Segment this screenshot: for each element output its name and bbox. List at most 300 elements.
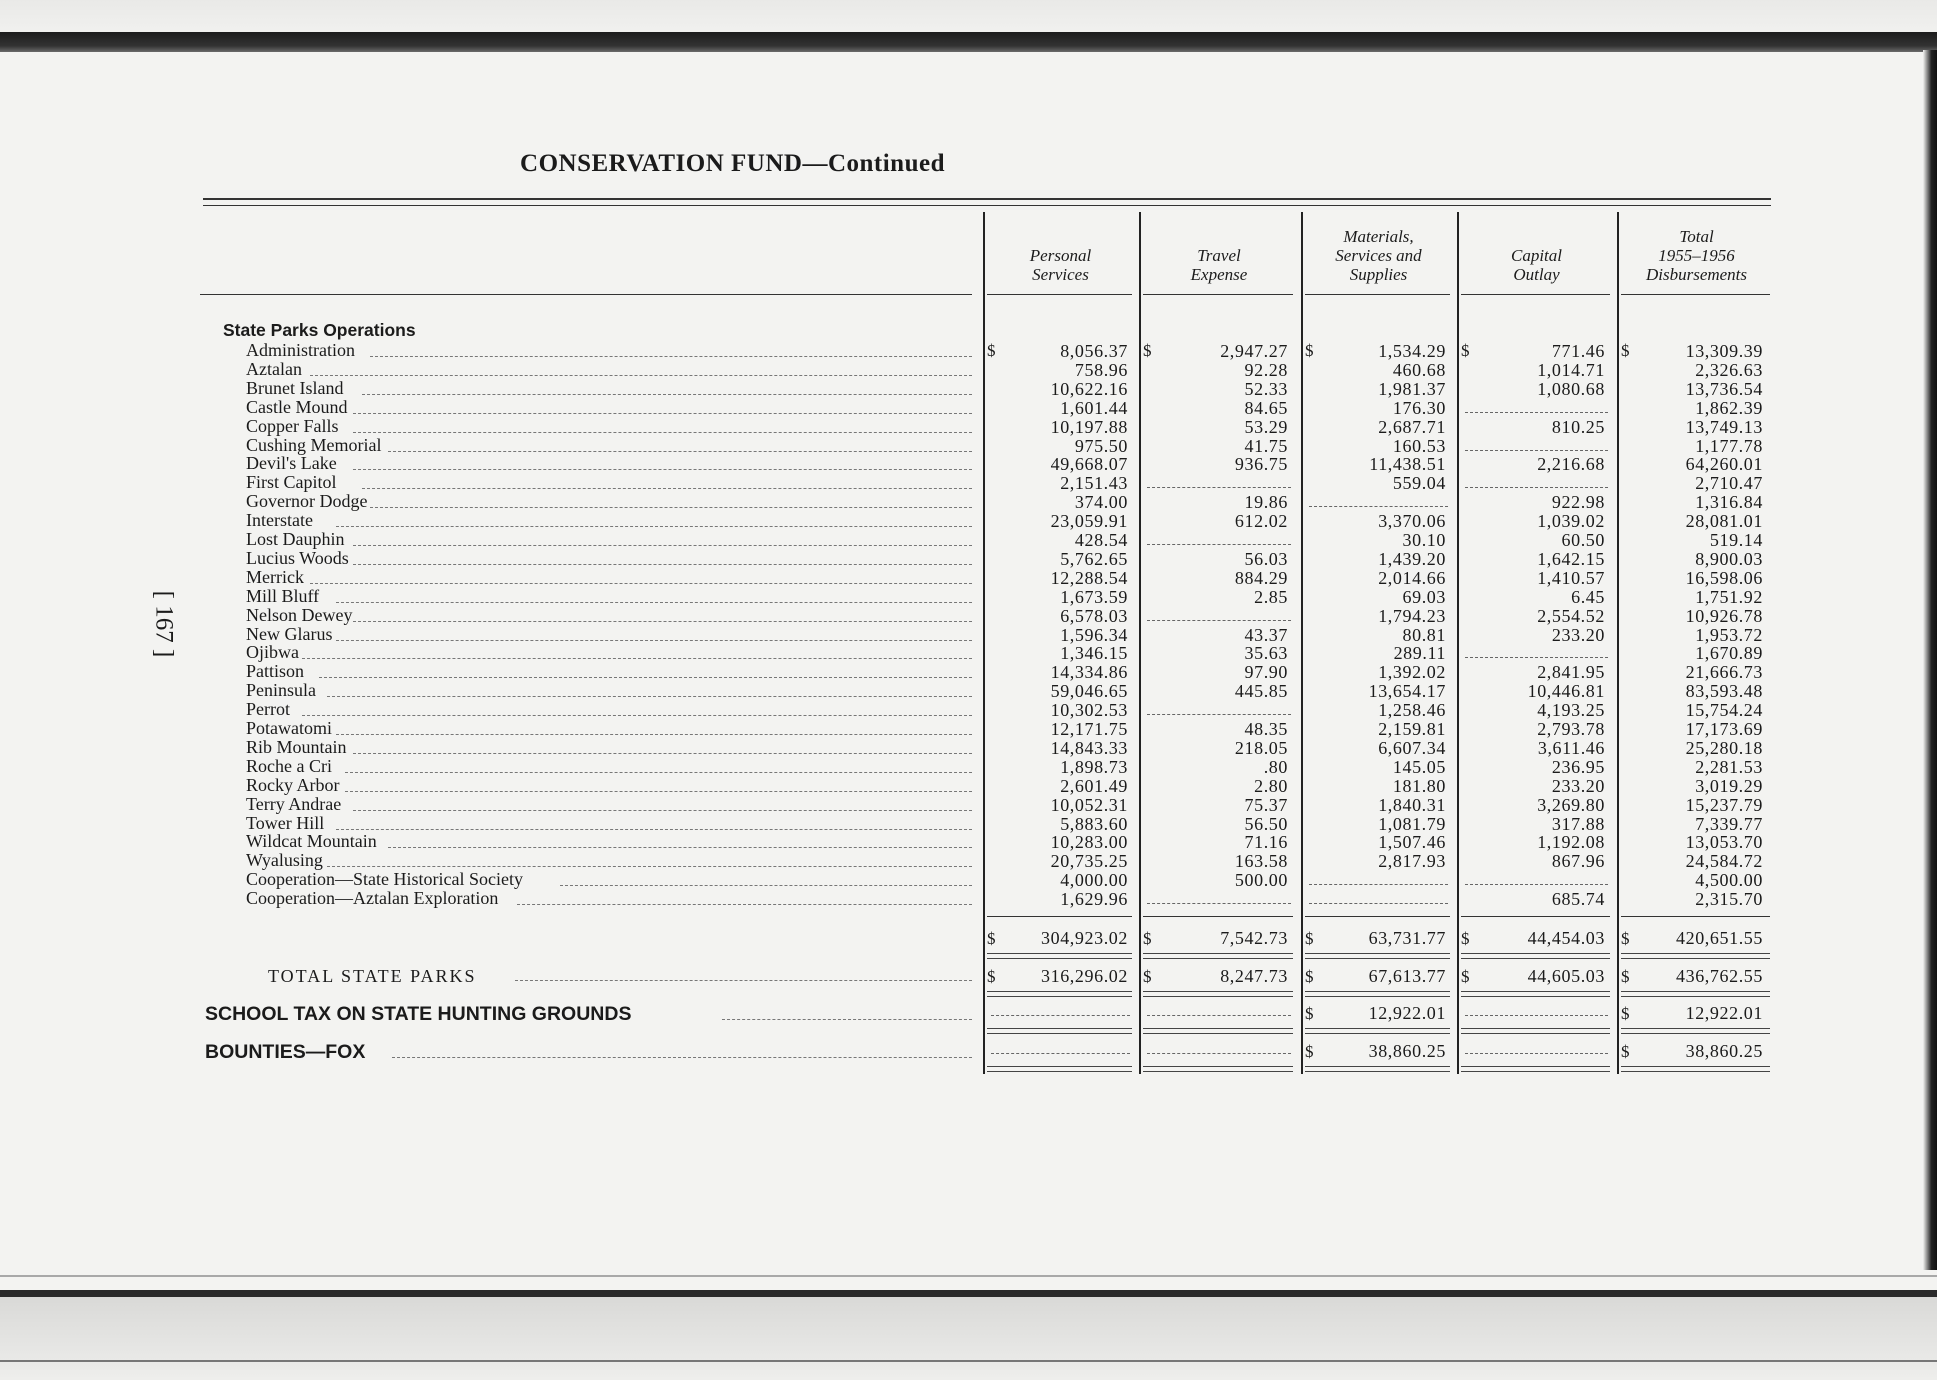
empty-cell-dash <box>1465 884 1608 885</box>
empty-cell-dash <box>991 1053 1130 1054</box>
scan-top-edge <box>0 32 1937 52</box>
row-label: Lost Dauphin <box>246 529 345 549</box>
bounties-value-3: 38,860.25 <box>1368 1041 1446 1062</box>
cell-copper-falls-5: 13,749.13 <box>1685 416 1763 437</box>
cell-wyalusing-4: 867.96 <box>1551 851 1605 872</box>
row-label: Perrot <box>246 699 290 720</box>
dollar-sign: $ <box>1305 929 1314 949</box>
cell-merrick-3: 2,014.66 <box>1378 567 1446 588</box>
cell-wyalusing-2: 163.58 <box>1234 851 1288 872</box>
double-underline <box>1461 991 1610 997</box>
cell-brunet-island-3: 1,981.37 <box>1378 378 1446 399</box>
row-label: Castle Mound <box>246 396 348 417</box>
cell-new-glarus-4: 233.20 <box>1551 624 1605 645</box>
cell-peninsula-5: 83,593.48 <box>1685 681 1763 702</box>
cell-interstate-5: 28,081.01 <box>1685 511 1763 532</box>
empty-cell-dash <box>991 1015 1130 1016</box>
scan-right-edge <box>1923 50 1937 1270</box>
dollar-sign: $ <box>1143 929 1152 949</box>
cell-terry-andrae-4: 3,269.80 <box>1537 794 1605 815</box>
double-underline <box>987 953 1132 959</box>
column-header-rule-4 <box>1461 294 1610 295</box>
cell-cooperation-state-historical-society-1: 4,000.00 <box>1060 870 1128 891</box>
double-underline <box>1621 953 1770 959</box>
page-number: [ 167 ] <box>150 590 178 658</box>
column-header-5: Total 1955–1956 Disbursements <box>1645 227 1748 284</box>
empty-cell-dash <box>1147 487 1291 488</box>
cell-lucius-woods-1: 5,762.65 <box>1060 548 1128 569</box>
cell-first-capitol-3: 559.04 <box>1392 473 1446 494</box>
cell-interstate-2: 612.02 <box>1234 511 1288 532</box>
subtotal-rule <box>1621 916 1770 917</box>
cell-potawatomi-1: 12,171.75 <box>1050 719 1128 739</box>
row-label: Brunet Island <box>246 377 344 398</box>
row-label: Pattison <box>246 661 305 682</box>
cell-ojibwa-5: 1,670.89 <box>1695 643 1763 664</box>
cell-peninsula-2: 445.85 <box>1234 681 1288 702</box>
cell-merrick-5: 16,598.06 <box>1685 567 1763 588</box>
cell-rocky-arbor-4: 233.20 <box>1551 775 1605 796</box>
cell-rib-mountain-1: 14,843.33 <box>1050 737 1128 758</box>
cell-aztalan-5: 2,326.63 <box>1695 359 1763 380</box>
dollar-sign: $ <box>1621 1004 1630 1024</box>
cell-mill-bluff-4: 6.45 <box>1571 586 1605 607</box>
dollar-sign: $ <box>1621 929 1630 949</box>
dot-leader <box>517 904 972 905</box>
cell-tower-hill-3: 1,081.79 <box>1378 813 1446 834</box>
label-header-rule <box>200 294 972 295</box>
row-label: Cooperation—Aztalan Exploration <box>246 888 499 909</box>
cell-brunet-island-5: 13,736.54 <box>1685 378 1763 399</box>
row-label: Merrick <box>246 566 304 587</box>
cell-devil-s-lake-3: 11,438.51 <box>1369 454 1446 475</box>
double-underline <box>1621 1066 1770 1072</box>
empty-cell-dash <box>1309 884 1448 885</box>
cell-first-capitol-5: 2,710.47 <box>1695 473 1763 494</box>
empty-cell-dash <box>1147 544 1291 545</box>
subtotal-value-5: 420,651.55 <box>1676 928 1763 949</box>
cell-devil-s-lake-1: 49,668.07 <box>1050 454 1128 475</box>
cell-first-capitol-1: 2,151.43 <box>1060 473 1128 494</box>
cell-roche-a-cri-2: .80 <box>1263 756 1288 777</box>
cell-cooperation-aztalan-exploration-5: 2,315.70 <box>1695 889 1763 910</box>
cell-peninsula-4: 10,446.81 <box>1527 681 1605 702</box>
total-state-parks-value-4: 44,605.03 <box>1527 966 1605 987</box>
double-underline <box>1305 1066 1450 1072</box>
double-underline <box>987 1028 1132 1034</box>
dot-leader <box>388 847 972 848</box>
cell-rocky-arbor-2: 2.80 <box>1254 775 1288 796</box>
double-underline <box>1143 991 1293 997</box>
dot-leader <box>336 526 972 527</box>
cell-nelson-dewey-4: 2,554.52 <box>1537 605 1605 626</box>
row-label: Administration <box>246 340 355 360</box>
cell-cooperation-aztalan-exploration-1: 1,629.96 <box>1060 889 1128 910</box>
dot-leader <box>370 507 972 508</box>
cell-roche-a-cri-3: 145.05 <box>1392 756 1446 777</box>
empty-cell-dash <box>1465 450 1608 451</box>
table-row <box>0 870 1800 889</box>
dollar-sign: $ <box>1305 967 1314 987</box>
cell-copper-falls-4: 810.25 <box>1551 416 1605 437</box>
subtotal-value-1: 304,923.02 <box>1041 928 1128 949</box>
empty-cell-dash <box>1465 487 1608 488</box>
cell-aztalan-1: 758.96 <box>1074 359 1128 380</box>
empty-cell-dash <box>1309 506 1448 507</box>
cell-merrick-4: 1,410.57 <box>1537 567 1605 588</box>
dot-leader <box>310 583 972 584</box>
cell-administration-2: 2,947.27 <box>1220 341 1288 361</box>
dot-leader <box>353 753 972 754</box>
row-label: Roche a Cri <box>246 755 332 776</box>
dot-leader <box>370 356 972 357</box>
column-header-1: Personal Services <box>1029 246 1092 284</box>
row-label: Nelson Dewey <box>246 604 353 625</box>
cell-interstate-3: 3,370.06 <box>1378 511 1446 532</box>
scan-top-margin <box>0 0 1937 34</box>
row-label: Lucius Woods <box>246 547 349 568</box>
bounties-fox-label: BOUNTIES—FOX <box>205 1041 366 1064</box>
cell-terry-andrae-1: 10,052.31 <box>1050 794 1128 815</box>
cell-lucius-woods-3: 1,439.20 <box>1378 548 1446 569</box>
dollar-sign: $ <box>1143 967 1152 987</box>
dot-leader <box>336 640 972 641</box>
dollar-sign: $ <box>987 929 996 949</box>
section-title: State Parks Operations <box>223 320 416 340</box>
total-state-parks-label: TOTAL STATE PARKS <box>268 966 477 987</box>
double-underline <box>987 1066 1132 1072</box>
row-label: Cooperation—State Historical Society <box>246 869 523 890</box>
dollar-sign: $ <box>1461 929 1470 949</box>
cell-wyalusing-5: 24,584.72 <box>1685 851 1763 872</box>
double-underline <box>1305 991 1450 997</box>
row-label: Mill Bluff <box>246 585 320 606</box>
dot-leader <box>353 432 972 433</box>
empty-cell-dash <box>1147 620 1291 621</box>
row-label: Potawatomi <box>246 718 332 738</box>
school-tax-value-5: 12,922.01 <box>1685 1003 1763 1024</box>
cell-rib-mountain-2: 218.05 <box>1234 737 1288 758</box>
cell-terry-andrae-3: 1,840.31 <box>1378 794 1446 815</box>
cell-rocky-arbor-5: 3,019.29 <box>1695 775 1763 796</box>
cell-governor-dodge-5: 1,316.84 <box>1695 492 1763 513</box>
scan-bottom-edge <box>0 1290 1937 1297</box>
cell-lost-dauphin-1: 428.54 <box>1074 530 1128 550</box>
dot-leader <box>336 734 972 735</box>
cell-wildcat-mountain-3: 1,507.46 <box>1378 832 1446 853</box>
subtotal-value-3: 63,731.77 <box>1368 928 1446 949</box>
empty-cell-dash <box>1465 1053 1608 1054</box>
double-underline <box>1461 1028 1610 1034</box>
cell-castle-mound-5: 1,862.39 <box>1695 397 1763 418</box>
column-header-2: Travel Expense <box>1190 246 1248 284</box>
column-header-rule-2 <box>1143 294 1293 295</box>
double-underline <box>1621 1028 1770 1034</box>
row-label: Ojibwa <box>246 642 299 663</box>
dot-leader <box>353 621 972 622</box>
cell-cushing-memorial-3: 160.53 <box>1392 435 1446 456</box>
empty-cell-dash <box>1147 903 1291 904</box>
empty-cell-dash <box>1465 657 1608 658</box>
dollar-sign: $ <box>1305 1042 1314 1062</box>
dot-leader <box>327 866 972 867</box>
cell-lucius-woods-4: 1,642.15 <box>1537 548 1605 569</box>
row-label: New Glarus <box>246 623 333 644</box>
row-label: Tower Hill <box>246 812 325 833</box>
cell-nelson-dewey-3: 1,794.23 <box>1378 605 1446 626</box>
dot-leader <box>722 1019 972 1020</box>
cell-copper-falls-1: 10,197.88 <box>1050 416 1128 437</box>
dollar-sign: $ <box>1305 341 1314 360</box>
subtotal-rule <box>987 916 1132 917</box>
dot-leader <box>345 772 972 773</box>
cell-lucius-woods-5: 8,900.03 <box>1695 548 1763 569</box>
cell-wildcat-mountain-4: 1,192.08 <box>1537 832 1605 853</box>
cell-potawatomi-5: 17,173.69 <box>1685 719 1763 739</box>
table-top-rule <box>203 198 1771 200</box>
cell-aztalan-4: 1,014.71 <box>1537 359 1605 380</box>
cell-potawatomi-3: 2,159.81 <box>1378 719 1446 739</box>
cell-perrot-3: 1,258.46 <box>1378 700 1446 721</box>
column-header-rule-1 <box>987 294 1132 295</box>
cell-cushing-memorial-2: 41.75 <box>1244 435 1288 456</box>
cell-tower-hill-1: 5,883.60 <box>1060 813 1128 834</box>
double-underline <box>1305 1028 1450 1034</box>
cell-peninsula-3: 13,654.17 <box>1368 681 1446 702</box>
cell-rib-mountain-5: 25,280.18 <box>1685 737 1763 758</box>
cell-rib-mountain-4: 3,611.46 <box>1537 737 1605 758</box>
cell-new-glarus-3: 80.81 <box>1402 624 1446 645</box>
column-header-rule-5 <box>1621 294 1770 295</box>
cell-aztalan-3: 460.68 <box>1392 359 1446 380</box>
cell-perrot-4: 4,193.25 <box>1537 700 1605 721</box>
row-label: Terry Andrae <box>246 793 342 814</box>
cell-pattison-2: 97.90 <box>1244 662 1288 683</box>
cell-ojibwa-1: 1,346.15 <box>1060 643 1128 664</box>
cell-lost-dauphin-5: 519.14 <box>1709 530 1763 550</box>
cell-pattison-4: 2,841.95 <box>1537 662 1605 683</box>
cell-new-glarus-2: 43.37 <box>1244 624 1288 645</box>
cell-brunet-island-1: 10,622.16 <box>1050 378 1128 399</box>
cell-potawatomi-4: 2,793.78 <box>1537 719 1605 739</box>
dollar-sign: $ <box>1621 341 1630 360</box>
cell-rib-mountain-3: 6,607.34 <box>1378 737 1446 758</box>
cell-pattison-3: 1,392.02 <box>1378 662 1446 683</box>
dot-leader <box>310 375 972 376</box>
row-label: Devil's Lake <box>246 453 337 474</box>
row-label: Copper Falls <box>246 415 339 436</box>
column-header-rule-3 <box>1305 294 1450 295</box>
subtotal-value-4: 44,454.03 <box>1527 928 1605 949</box>
cell-interstate-4: 1,039.02 <box>1537 511 1605 532</box>
total-state-parks-value-1: 316,296.02 <box>1041 966 1128 987</box>
row-label: Peninsula <box>246 680 316 701</box>
row-label: Rib Mountain <box>246 736 347 757</box>
subtotal-rule <box>1143 916 1293 917</box>
cell-pattison-5: 21,666.73 <box>1685 662 1763 683</box>
cell-rocky-arbor-1: 2,601.49 <box>1060 775 1128 796</box>
cell-governor-dodge-1: 374.00 <box>1074 492 1128 513</box>
school-tax-value-3: 12,922.01 <box>1368 1003 1446 1024</box>
cell-administration-3: 1,534.29 <box>1378 341 1446 361</box>
cell-lost-dauphin-4: 60.50 <box>1561 530 1605 550</box>
scan-bottom-line <box>0 1360 1937 1362</box>
dot-leader <box>353 810 972 811</box>
dot-leader <box>515 980 972 981</box>
scan-bottom-rule <box>0 1275 1937 1277</box>
dot-leader <box>302 715 972 716</box>
dot-leader <box>353 413 972 414</box>
cell-merrick-1: 12,288.54 <box>1050 567 1128 588</box>
double-underline <box>1305 953 1450 959</box>
scan-bottom-margin <box>0 1297 1937 1380</box>
empty-cell-dash <box>1147 1053 1291 1054</box>
cell-ojibwa-3: 289.11 <box>1393 643 1446 664</box>
cell-aztalan-2: 92.28 <box>1244 359 1288 380</box>
empty-cell-dash <box>1147 1015 1291 1016</box>
cell-copper-falls-2: 53.29 <box>1244 416 1288 437</box>
cell-devil-s-lake-5: 64,260.01 <box>1685 454 1763 475</box>
cell-potawatomi-2: 48.35 <box>1244 719 1288 739</box>
cell-tower-hill-5: 7,339.77 <box>1695 813 1763 834</box>
empty-cell-dash <box>1147 714 1291 715</box>
cell-cooperation-state-historical-society-2: 500.00 <box>1234 870 1288 891</box>
dollar-sign: $ <box>987 967 996 987</box>
double-underline <box>987 991 1132 997</box>
cell-governor-dodge-4: 922.98 <box>1551 492 1605 513</box>
row-label: Aztalan <box>246 358 302 379</box>
cell-perrot-5: 15,754.24 <box>1685 700 1763 721</box>
subtotal-value-2: 7,542.73 <box>1220 928 1288 949</box>
cell-devil-s-lake-2: 936.75 <box>1234 454 1288 475</box>
cell-governor-dodge-2: 19.86 <box>1244 492 1288 513</box>
table-row <box>0 436 1800 455</box>
cell-new-glarus-1: 1,596.34 <box>1060 624 1128 645</box>
subtotal-rule <box>1461 916 1610 917</box>
row-label: Wyalusing <box>246 850 323 871</box>
empty-cell-dash <box>1465 1015 1608 1016</box>
cell-peninsula-1: 59,046.65 <box>1050 681 1128 702</box>
cell-wildcat-mountain-2: 71.16 <box>1244 832 1288 853</box>
row-label: First Capitol <box>246 472 337 493</box>
dot-leader <box>345 791 972 792</box>
double-underline <box>1461 1066 1610 1072</box>
table-top-rule-2 <box>203 205 1771 206</box>
dot-leader <box>560 885 972 886</box>
school-tax-label: SCHOOL TAX ON STATE HUNTING GROUNDS <box>205 1003 632 1026</box>
cell-lost-dauphin-3: 30.10 <box>1402 530 1446 550</box>
cell-cushing-memorial-5: 1,177.78 <box>1695 435 1763 456</box>
total-state-parks-value-5: 436,762.55 <box>1676 966 1763 987</box>
double-underline <box>1143 1028 1293 1034</box>
table-row <box>0 398 1800 417</box>
dot-leader <box>392 1057 972 1058</box>
column-header-4: Capital Outlay <box>1510 246 1562 284</box>
dot-leader <box>362 394 972 395</box>
cell-mill-bluff-1: 1,673.59 <box>1060 586 1128 607</box>
dot-leader <box>319 677 972 678</box>
total-state-parks-value-2: 8,247.73 <box>1220 966 1288 987</box>
double-underline <box>1621 991 1770 997</box>
double-underline <box>1143 1066 1293 1072</box>
page-title: CONSERVATION FUND—Continued <box>520 150 945 177</box>
dot-leader <box>302 658 972 659</box>
dot-leader <box>353 545 972 546</box>
cell-copper-falls-3: 2,687.71 <box>1378 416 1446 437</box>
cell-roche-a-cri-5: 2,281.53 <box>1695 756 1763 777</box>
empty-cell-dash <box>1309 903 1448 904</box>
row-label: Cushing Memorial <box>246 434 382 455</box>
cell-administration-4: 771.46 <box>1551 341 1605 361</box>
subtotal-rule <box>1305 916 1450 917</box>
cell-wyalusing-1: 20,735.25 <box>1050 851 1128 872</box>
dot-leader <box>362 488 972 489</box>
cell-castle-mound-3: 176.30 <box>1392 397 1446 418</box>
cell-nelson-dewey-5: 10,926.78 <box>1685 605 1763 626</box>
cell-castle-mound-2: 84.65 <box>1244 397 1288 418</box>
dollar-sign: $ <box>1621 1042 1630 1062</box>
dollar-sign: $ <box>1461 341 1470 360</box>
total-state-parks-value-3: 67,613.77 <box>1368 966 1446 987</box>
cell-administration-1: 8,056.37 <box>1060 341 1128 361</box>
cell-ojibwa-2: 35.63 <box>1244 643 1288 664</box>
cell-devil-s-lake-4: 2,216.68 <box>1537 454 1605 475</box>
dot-leader <box>353 469 972 470</box>
cell-terry-andrae-5: 15,237.79 <box>1685 794 1763 815</box>
dollar-sign: $ <box>1143 341 1152 360</box>
cell-terry-andrae-2: 75.37 <box>1244 794 1288 815</box>
row-label: Interstate <box>246 510 313 531</box>
cell-lucius-woods-2: 56.03 <box>1244 548 1288 569</box>
cell-tower-hill-2: 56.50 <box>1244 813 1288 834</box>
dot-leader <box>327 696 972 697</box>
cell-cooperation-state-historical-society-5: 4,500.00 <box>1695 870 1763 891</box>
cell-pattison-1: 14,334.86 <box>1050 662 1128 683</box>
cell-mill-bluff-2: 2.85 <box>1254 586 1288 607</box>
row-label: Rocky Arbor <box>246 774 340 795</box>
cell-roche-a-cri-1: 1,898.73 <box>1060 756 1128 777</box>
cell-administration-5: 13,309.39 <box>1685 341 1763 361</box>
cell-castle-mound-1: 1,601.44 <box>1060 397 1128 418</box>
cell-rocky-arbor-3: 181.80 <box>1392 775 1446 796</box>
cell-roche-a-cri-4: 236.95 <box>1551 756 1605 777</box>
double-underline <box>1461 953 1610 959</box>
double-underline <box>1143 953 1293 959</box>
cell-tower-hill-4: 317.88 <box>1551 813 1605 834</box>
cell-nelson-dewey-1: 6,578.03 <box>1060 605 1128 626</box>
cell-brunet-island-4: 1,080.68 <box>1537 378 1605 399</box>
dollar-sign: $ <box>1461 967 1470 987</box>
bounties-value-5: 38,860.25 <box>1685 1041 1763 1062</box>
row-label: Wildcat Mountain <box>246 831 377 852</box>
dot-leader <box>336 829 972 830</box>
dollar-sign: $ <box>1621 967 1630 987</box>
cell-cooperation-aztalan-exploration-4: 685.74 <box>1551 889 1605 910</box>
cell-brunet-island-2: 52.33 <box>1244 378 1288 399</box>
dot-leader <box>353 564 972 565</box>
dot-leader <box>336 602 972 603</box>
dollar-sign: $ <box>1305 1004 1314 1024</box>
column-header-3: Materials, Services and Supplies <box>1335 227 1422 284</box>
cell-interstate-1: 23,059.91 <box>1050 511 1128 532</box>
cell-wildcat-mountain-1: 10,283.00 <box>1050 832 1128 853</box>
cell-mill-bluff-5: 1,751.92 <box>1695 586 1763 607</box>
cell-cushing-memorial-1: 975.50 <box>1074 435 1128 456</box>
dollar-sign: $ <box>987 341 996 360</box>
cell-merrick-2: 884.29 <box>1234 567 1288 588</box>
cell-wyalusing-3: 2,817.93 <box>1378 851 1446 872</box>
row-label: Governor Dodge <box>246 491 368 512</box>
